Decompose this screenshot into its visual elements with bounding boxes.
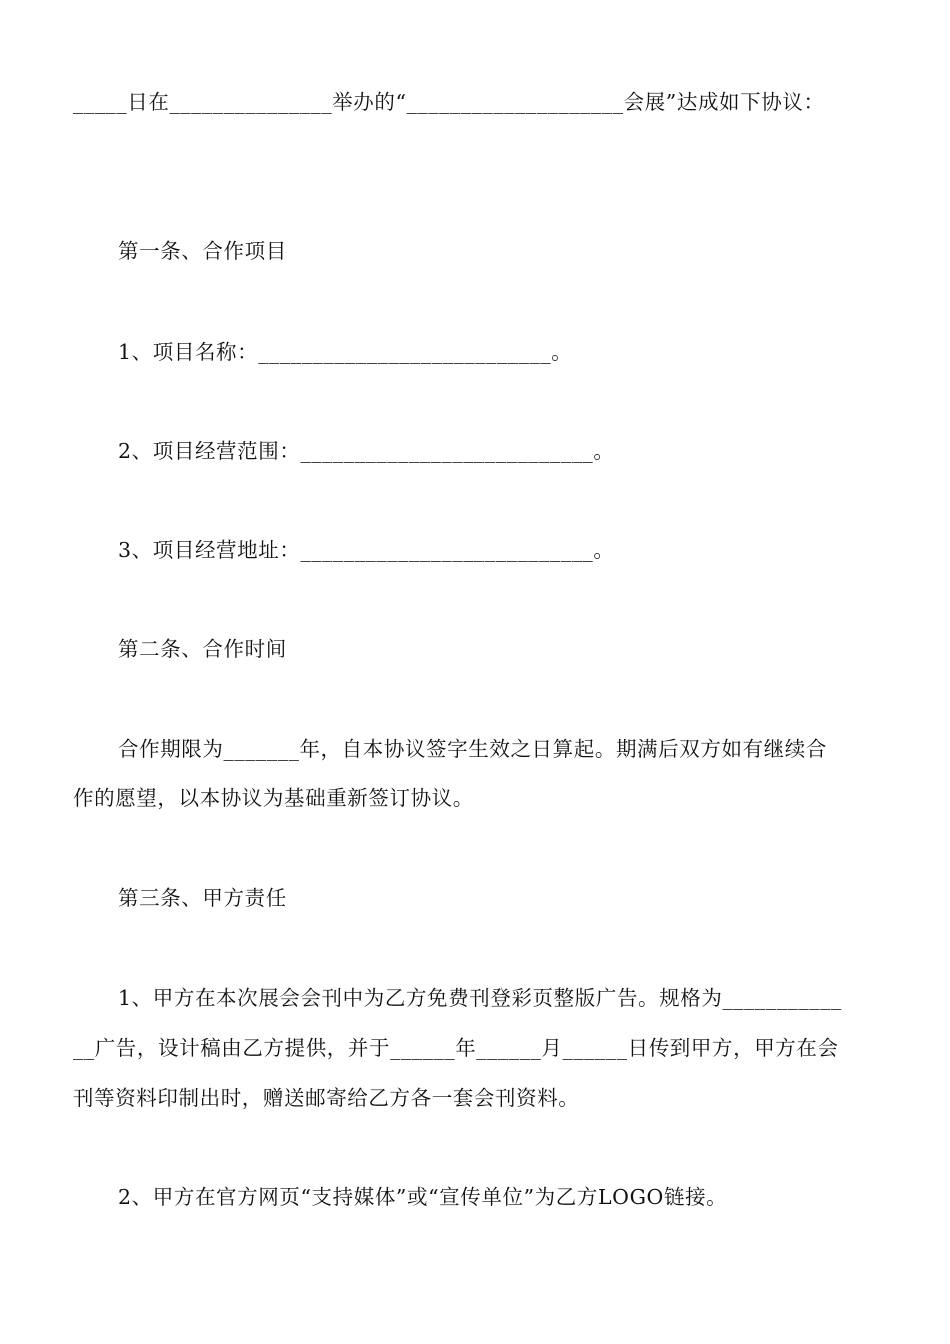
article3-heading: 第三条、甲方责任 <box>118 886 287 910</box>
article3-item2: 2、甲方在官方网页“支持媒体”或“宣传单位”为乙方LOGO链接。 <box>118 1185 728 1209</box>
article1-item2: 2、项目经营范围：___________________________。 <box>118 439 615 463</box>
article3-item1-line2: __广告，设计稿由乙方提供，并于______年______月______日传到甲方，甲方在会 <box>73 1036 839 1060</box>
article1-item3: 3、项目经营地址：___________________________。 <box>118 538 615 562</box>
article2-heading: 第二条、合作时间 <box>118 637 287 661</box>
article1-item1: 1、项目名称：___________________________。 <box>118 340 573 364</box>
intro-line: _____日在_______________举办的“____________________会展”达成如下协议： <box>73 90 825 114</box>
article1-heading: 第一条、合作项目 <box>118 239 287 263</box>
article2-para-line2: 作的愿望，以本协议为基础重新签订协议。 <box>73 786 474 810</box>
article3-item1-line3: 刊等资料印制出时，赠送邮寄给乙方各一套会刊资料。 <box>73 1086 580 1110</box>
article2-para-line1: 合作期限为_______年，自本协议签字生效之日算起。期满后双方如有继续合 <box>118 737 827 761</box>
article3-item1-line1: 1、甲方在本次展会会刊中为乙方免费刊登彩页整版广告。规格为___________ <box>118 986 842 1010</box>
